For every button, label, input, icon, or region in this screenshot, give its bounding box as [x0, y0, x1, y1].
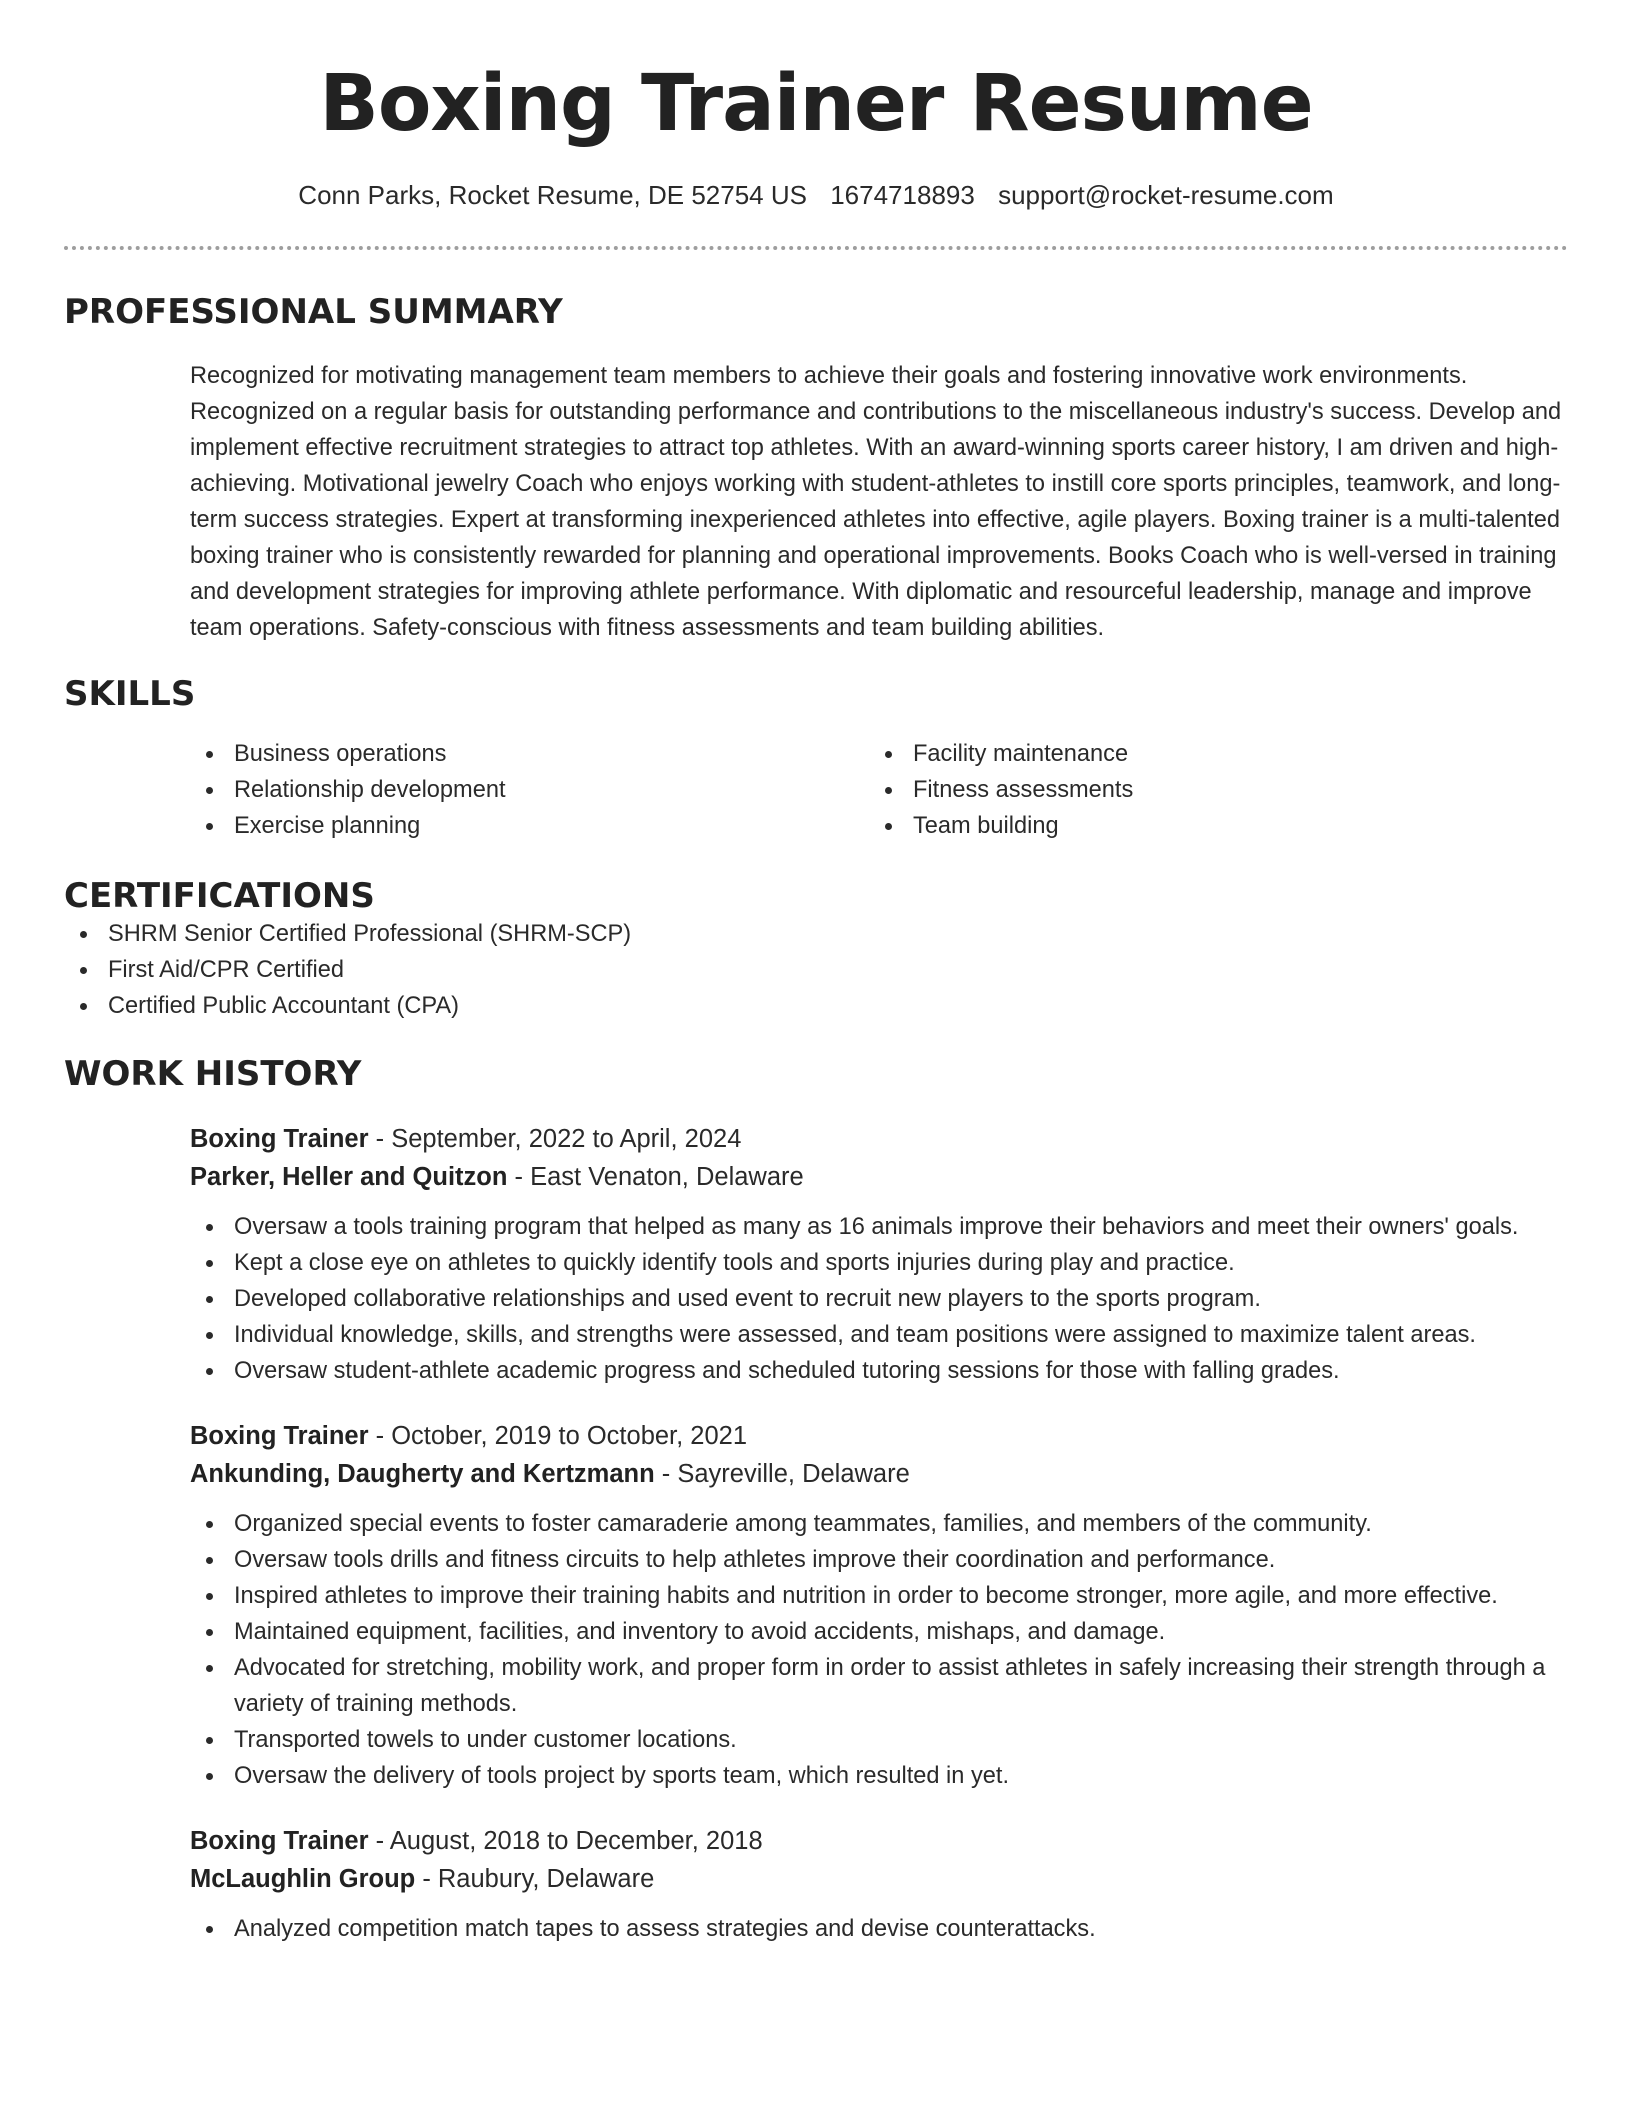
job-company: McLaughlin Group [190, 1865, 416, 1893]
contact-email[interactable]: support@rocket-resume.com [998, 180, 1334, 210]
job-company-line [190, 1158, 1568, 1196]
job-duties-list [190, 1911, 1568, 1947]
job-entry [190, 1822, 1568, 1947]
job-title: Boxing Trainer [190, 1827, 369, 1855]
job-company: Parker, Heller and Quitzon [190, 1163, 508, 1191]
header-divider [64, 246, 1568, 250]
job-location: - Raubury, Delaware [415, 1865, 655, 1893]
job-entry [190, 1417, 1568, 1794]
job-title-line [190, 1822, 1568, 1860]
job-duty: Maintained equipment, facilities, and inventory to avoid accidents, mishaps, and damage. [190, 1614, 1568, 1650]
job-dates: - September, 2022 to April, 2024 [368, 1125, 742, 1153]
job-location: - East Venaton, Delaware [507, 1163, 804, 1191]
job-duty: Kept a close eye on athletes to quickly identify tools and sports injuries during play and practice. [190, 1245, 1568, 1281]
certification-item: SHRM Senior Certified Professional (SHRM-SCP) [64, 916, 1568, 952]
skill-item: Team building [869, 808, 1548, 844]
skill-item: Relationship development [190, 772, 869, 808]
skill-item: Facility maintenance [869, 736, 1548, 772]
job-title-line [190, 1120, 1568, 1158]
certification-item: First Aid/CPR Certified [64, 952, 1568, 988]
job-entry [190, 1120, 1568, 1389]
summary-text: Recognized for motivating management team members to achieve their goals and fostering innovative work environments. Recognized on a regular basis for outstanding performance and contributions to the miscellaneous industry's success. Develop and implement effective recruitment strategies to attract top athletes. With an award-winning sports career history, I am driven and high-achieving. Motivational jewelry Coach who enjoys working with student-athletes to instill core sports principles, teamwork, and long-term success strategies. Expert at transforming inexperienced athletes into effective, agile players. Boxing trainer is a multi-talented boxing trainer who is consistently rewarded for planning and operational improvements. Books Coach who is well-versed in training and development strategies for improving athlete performance. With diplomatic and resourceful leadership, manage and improve team operations. Safety-conscious with fitness assessments and team building abilities. [190, 363, 1562, 641]
job-duty: Organized special events to foster camaraderie among teammates, families, and members of the community. [190, 1506, 1568, 1542]
job-duty: Oversaw the delivery of tools project by sports team, which resulted in yet. [190, 1758, 1568, 1794]
resume-page [64, 0, 1568, 1947]
certification-item: Certified Public Accountant (CPA) [64, 988, 1568, 1024]
job-duty: Analyzed competition match tapes to assess strategies and devise counterattacks. [190, 1911, 1568, 1947]
job-duty: Oversaw a tools training program that helped as many as 16 animals improve their behaviors and meet their owners' goals. [190, 1209, 1568, 1245]
skills-list [190, 736, 1568, 844]
skill-item: Fitness assessments [869, 772, 1548, 808]
skills-column-right [869, 736, 1548, 844]
job-title-line [190, 1417, 1568, 1455]
contact-address: Conn Parks, Rocket Resume, DE 52754 US [298, 180, 807, 210]
job-company-line [190, 1860, 1568, 1898]
section-heading-certifications: CERTIFICATIONS [64, 876, 375, 916]
job-duty: Transported towels to under customer locations. [190, 1722, 1568, 1758]
section-heading-summary: PROFESSIONAL SUMMARY [64, 292, 563, 332]
job-company-line [190, 1455, 1568, 1493]
skill-item: Business operations [190, 736, 869, 772]
job-duties-list [190, 1209, 1568, 1389]
skills-column-left [190, 736, 869, 844]
skill-item: Exercise planning [190, 808, 869, 844]
contact-phone: 1674718893 [830, 180, 975, 210]
section-heading-skills: SKILLS [64, 674, 196, 714]
job-duties-list [190, 1506, 1568, 1794]
job-duty: Oversaw student-athlete academic progress and scheduled tutoring sessions for those with falling grades. [190, 1353, 1568, 1389]
job-duty: Inspired athletes to improve their training habits and nutrition in order to become stronger, more agile, and more effective. [190, 1578, 1568, 1614]
job-company: Ankunding, Daugherty and Kertzmann [190, 1460, 655, 1488]
job-dates: - August, 2018 to December, 2018 [368, 1827, 763, 1855]
certifications-list [64, 916, 1568, 1024]
job-dates: - October, 2019 to October, 2021 [368, 1422, 748, 1450]
job-title: Boxing Trainer [190, 1422, 369, 1450]
job-location: - Sayreville, Delaware [654, 1460, 910, 1488]
resume-title: Boxing Trainer Resume [319, 59, 1313, 149]
job-duty: Oversaw tools drills and fitness circuits to help athletes improve their coordination and performance. [190, 1542, 1568, 1578]
contact-line [64, 178, 1568, 212]
job-duty: Developed collaborative relationships and used event to recruit new players to the sports program. [190, 1281, 1568, 1317]
job-title: Boxing Trainer [190, 1125, 369, 1153]
job-duty: Individual knowledge, skills, and strengths were assessed, and team positions were assigned to maximize talent areas. [190, 1317, 1568, 1353]
section-heading-work-history: WORK HISTORY [64, 1054, 362, 1094]
job-duty: Advocated for stretching, mobility work, and proper form in order to assist athletes in safely increasing their strength through a variety of training methods. [190, 1650, 1568, 1722]
